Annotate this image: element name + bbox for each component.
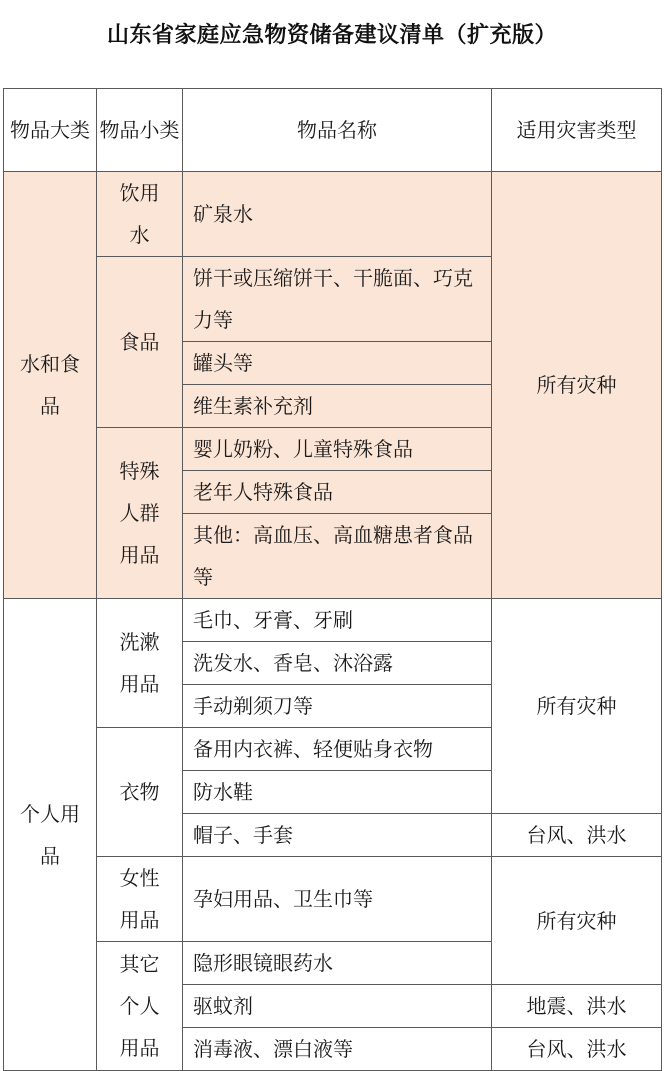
disaster-typhoon-flood-hat: 台风、洪水	[492, 814, 662, 857]
table-row	[4, 857, 662, 942]
disaster-typhoon-flood-disinfect: 台风、洪水	[492, 1028, 662, 1071]
item-patient-food: 其他：高血压、高血糖患者食品等	[183, 514, 492, 599]
item-mineral-water: 矿泉水	[183, 172, 492, 257]
table-row	[4, 172, 662, 257]
item-towel-toothpaste: 毛巾、牙膏、牙刷	[183, 599, 492, 642]
major-category-personal: 个人用品	[4, 599, 97, 1071]
item-elderly-food: 老年人特殊食品	[183, 471, 492, 514]
minor-category-clothing: 衣物	[97, 728, 183, 857]
minor-category-other-personal: 其它个人用品	[97, 942, 183, 1071]
header-item-name: 物品名称	[183, 89, 492, 172]
disaster-all-female: 所有灾种	[492, 857, 662, 985]
header-minor-category: 物品小类	[97, 89, 183, 172]
header-disaster-type: 适用灾害类型	[492, 89, 662, 172]
minor-category-drinking-water: 饮用水	[97, 172, 183, 257]
item-disinfectant: 消毒液、漂白液等	[183, 1028, 492, 1071]
header-major-category: 物品大类	[4, 89, 97, 172]
disaster-earthquake-flood: 地震、洪水	[492, 985, 662, 1028]
minor-category-special-groups: 特殊人群用品	[97, 428, 183, 599]
item-maternity: 孕妇用品、卫生巾等	[183, 857, 492, 942]
item-biscuits: 饼干或压缩饼干、干脆面、巧克力等	[183, 257, 492, 342]
disaster-all-personal: 所有灾种	[492, 599, 662, 814]
item-infant-formula: 婴儿奶粉、儿童特殊食品	[183, 428, 492, 471]
minor-category-female: 女性用品	[97, 857, 183, 942]
minor-category-toiletries: 洗漱用品	[97, 599, 183, 728]
minor-category-food: 食品	[97, 257, 183, 428]
item-canned-food: 罐头等	[183, 342, 492, 385]
item-underwear: 备用内衣裤、轻便贴身衣物	[183, 728, 492, 771]
item-vitamins: 维生素补充剂	[183, 385, 492, 428]
table-row	[4, 599, 662, 642]
supply-table	[3, 88, 662, 1071]
item-shampoo-soap: 洗发水、香皂、沐浴露	[183, 642, 492, 685]
major-category-water-food: 水和食品	[4, 172, 97, 599]
item-mosquito-repellent: 驱蚊剂	[183, 985, 492, 1028]
table-header-row	[4, 89, 662, 172]
item-razor: 手动剃须刀等	[183, 685, 492, 728]
item-hat-gloves: 帽子、手套	[183, 814, 492, 857]
item-waterproof-shoes: 防水鞋	[183, 771, 492, 814]
item-eye-drops: 隐形眼镜眼药水	[183, 942, 492, 985]
disaster-all-food: 所有灾种	[492, 172, 662, 599]
page-title: 山东省家庭应急物资储备建议清单（扩充版）	[106, 23, 557, 48]
